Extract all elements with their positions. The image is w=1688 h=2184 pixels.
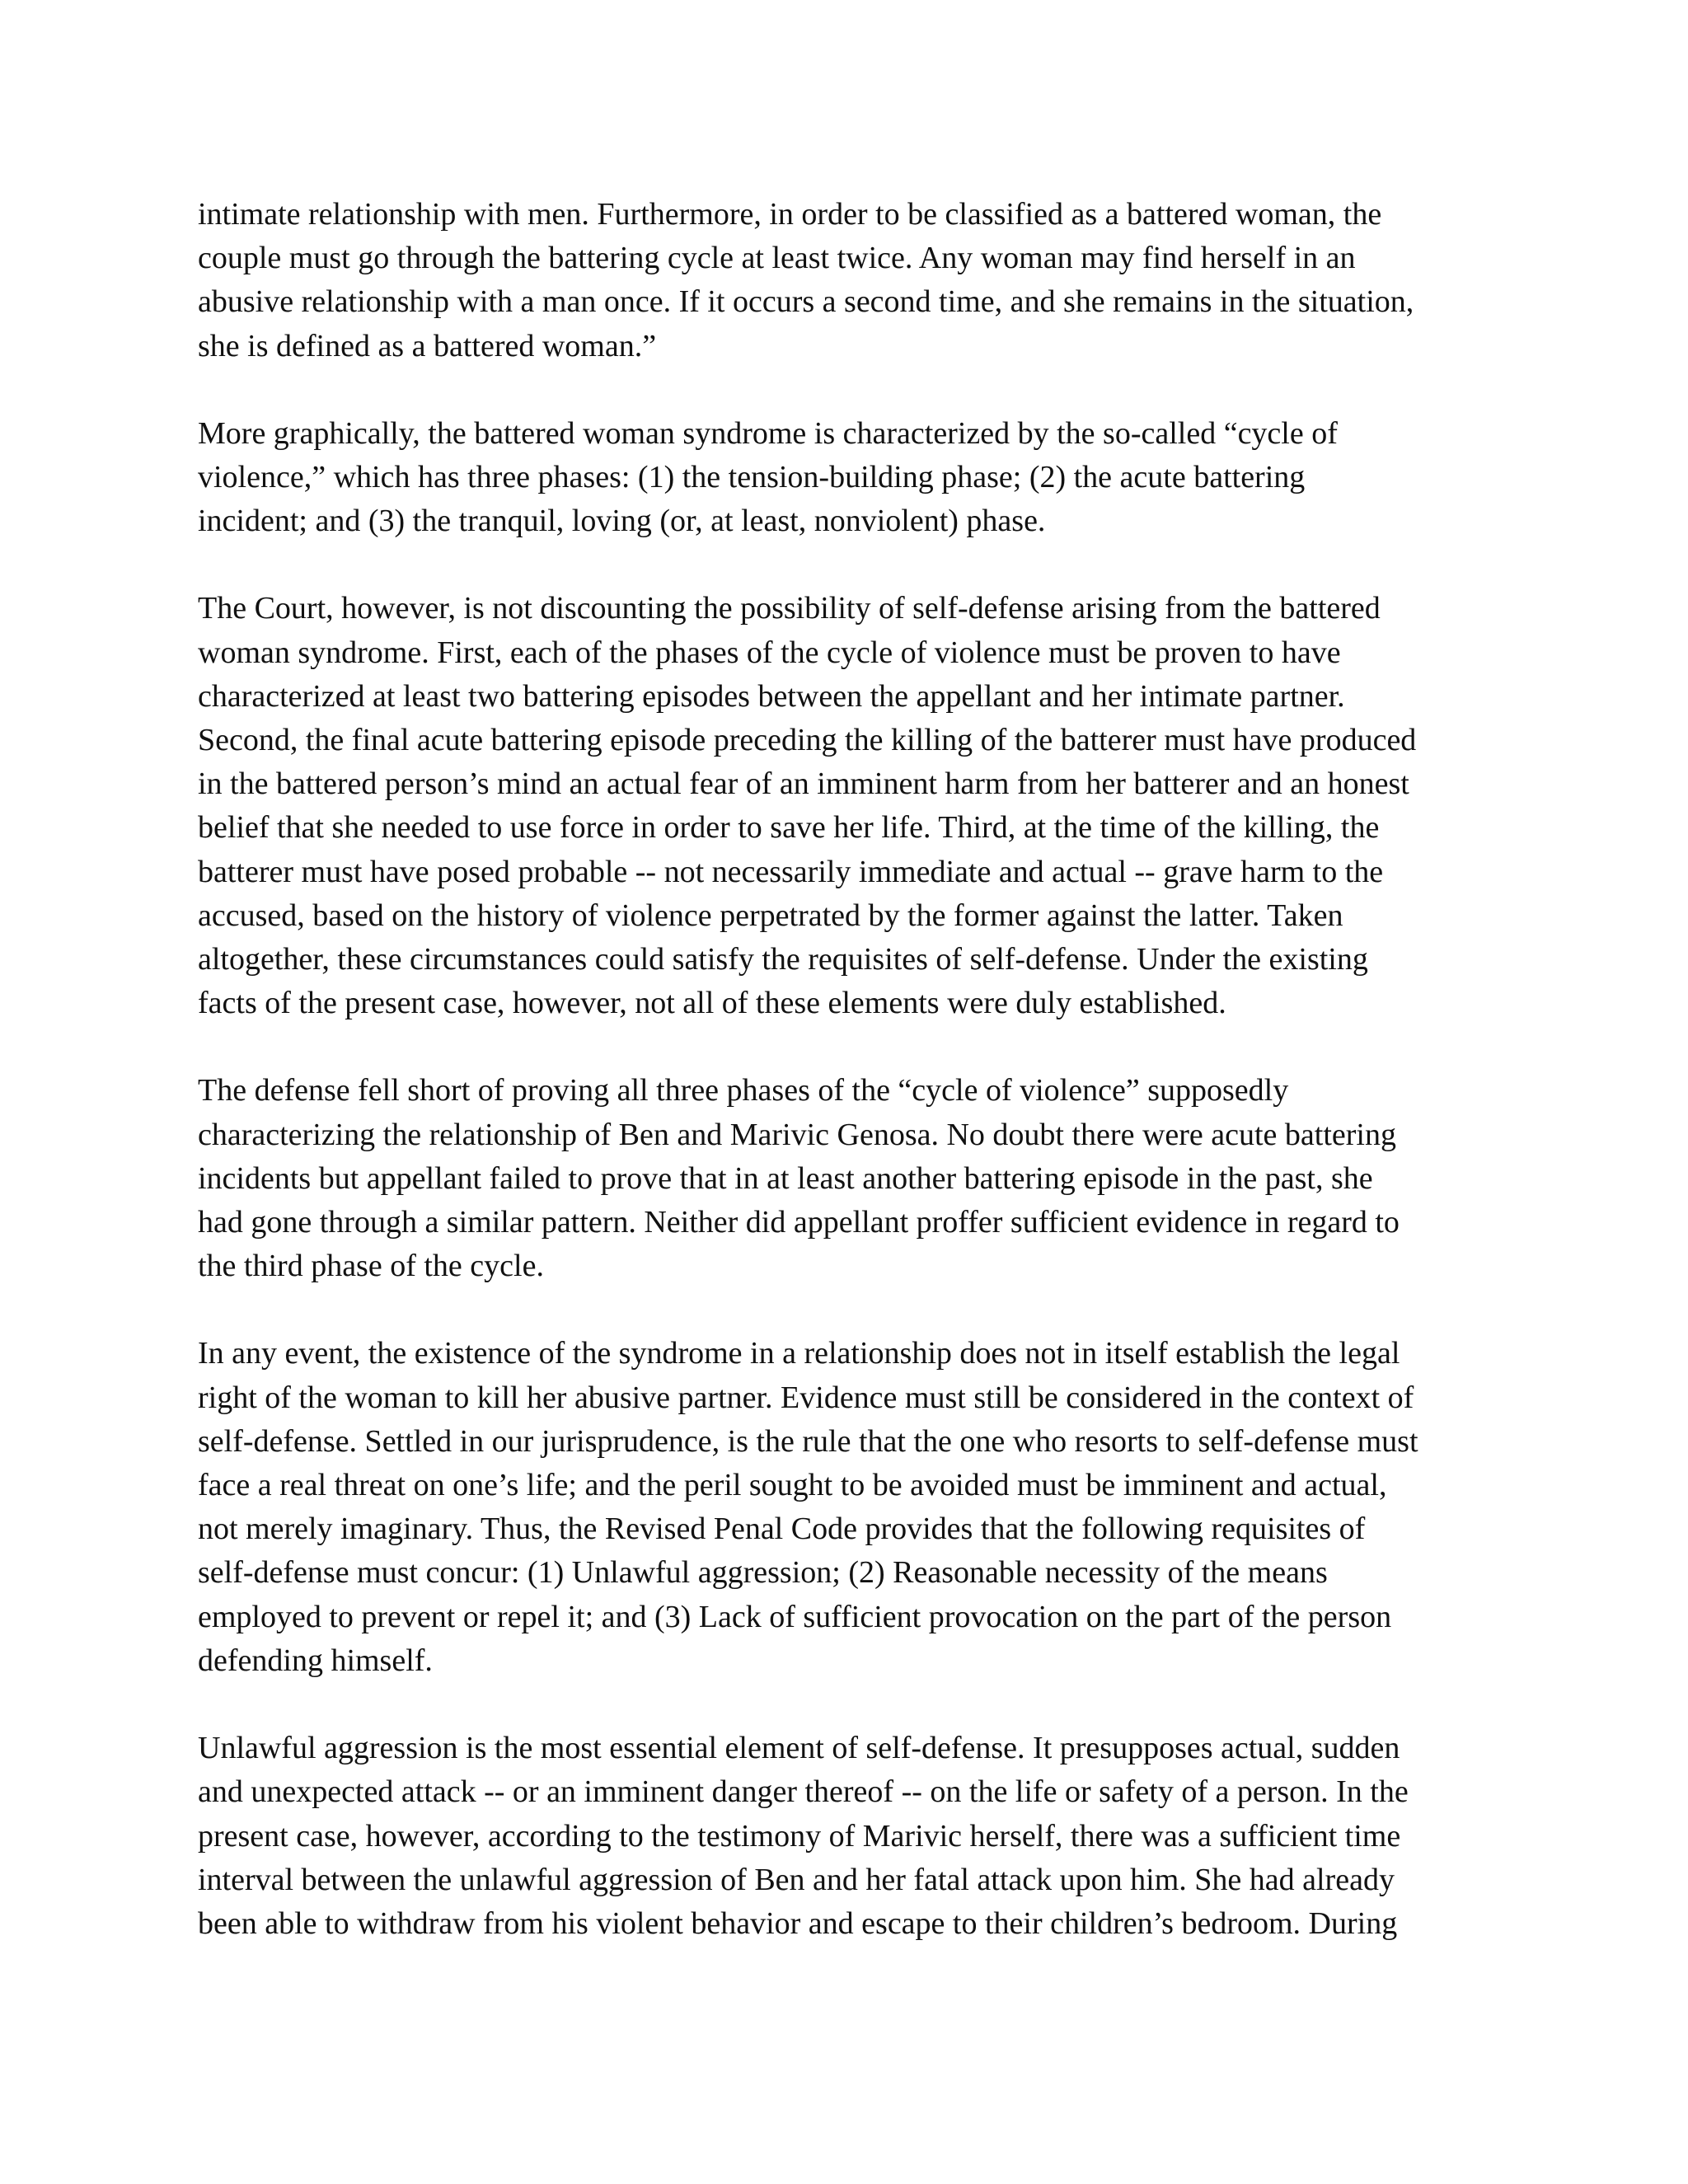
text-line: woman syndrome. First, each of the phases of the cycle of violence must be proven to have — [198, 635, 1341, 670]
paragraph-3 — [198, 587, 1490, 1025]
text-line: More graphically, the battered woman syndrome is characterized by the so-called “cycle of — [198, 415, 1338, 451]
text-line: batterer must have posed probable -- not necessarily immediate and actual -- grave harm to the — [198, 854, 1384, 889]
document-body — [198, 193, 1490, 1946]
text-line: she is defined as a battered woman.” — [198, 328, 657, 363]
text-line: defending himself. — [198, 1643, 433, 1678]
text-line: The Court, however, is not discounting the possibility of self-defense arising from the battered — [198, 591, 1381, 626]
text-line: self-defense must concur: (1) Unlawful aggression; (2) Reasonable necessity of the means — [198, 1555, 1328, 1591]
text-line: abusive relationship with a man once. If it occurs a second time, and she remains in the situation, — [198, 284, 1414, 320]
text-line: belief that she needed to use force in order to save her life. Third, at the time of the killing, the — [198, 810, 1380, 846]
text-line: characterizing the relationship of Ben and Marivic Genosa. No doubt there were acute battering — [198, 1117, 1396, 1152]
text-line: right of the woman to kill her abusive partner. Evidence must still be considered in the context of — [198, 1380, 1414, 1415]
text-line: altogether, these circumstances could satisfy the requisites of self-defense. Under the existing — [198, 942, 1368, 977]
text-line: In any event, the existence of the syndrome in a relationship does not in itself establish the legal — [198, 1336, 1400, 1371]
text-line: intimate relationship with men. Furthermore, in order to be classified as a battered woman, the — [198, 197, 1382, 232]
text-line: Unlawful aggression is the most essential element of self-defense. It presupposes actual, sudden — [198, 1731, 1400, 1766]
paragraph-4 — [198, 1069, 1490, 1288]
text-line: couple must go through the battering cycle at least twice. Any woman may find herself in an — [198, 241, 1356, 276]
text-line: Second, the final acute battering episode preceding the killing of the batterer must have produced — [198, 723, 1417, 758]
text-line: the third phase of the cycle. — [198, 1249, 544, 1284]
text-line: facts of the present case, however, not all of these elements were duly established. — [198, 986, 1226, 1021]
paragraph-2 — [198, 412, 1490, 544]
paragraph-1 — [198, 193, 1490, 368]
text-line: face a real threat on one’s life; and the peril sought to be avoided must be imminent and actual, — [198, 1468, 1387, 1503]
text-line: violence,” which has three phases: (1) the tension-building phase; (2) the acute battering — [198, 460, 1306, 495]
text-line: and unexpected attack -- or an imminent danger thereof -- on the life or safety of a person. In the — [198, 1774, 1409, 1810]
paragraph-6 — [198, 1727, 1490, 1946]
text-line: accused, based on the history of violence perpetrated by the former against the latter. Taken — [198, 898, 1343, 933]
text-line: incidents but appellant failed to prove that in at least another battering episode in the past, she — [198, 1160, 1373, 1196]
text-line: not merely imaginary. Thus, the Revised Penal Code provides that the following requisites of — [198, 1511, 1366, 1547]
text-line: incident; and (3) the tranquil, loving (or, at least, nonviolent) phase. — [198, 504, 1046, 539]
text-line: employed to prevent or repel it; and (3) Lack of sufficient provocation on the part of the person — [198, 1599, 1392, 1634]
paragraph-5 — [198, 1332, 1490, 1683]
text-line: had gone through a similar pattern. Neither did appellant proffer sufficient evidence in regard to — [198, 1205, 1400, 1240]
text-line: present case, however, according to the testimony of Marivic herself, there was a sufficient time — [198, 1818, 1401, 1854]
text-line: characterized at least two battering episodes between the appellant and her intimate partner. — [198, 678, 1345, 714]
text-line: The defense fell short of proving all three phases of the “cycle of violence” supposedly — [198, 1073, 1289, 1108]
text-line: in the battered person’s mind an actual fear of an imminent harm from her batterer and an honest — [198, 766, 1409, 802]
text-line: been able to withdraw from his violent behavior and escape to their children’s bedroom. During — [198, 1905, 1398, 1941]
text-line: interval between the unlawful aggression of Ben and her fatal attack upon him. She had already — [198, 1862, 1395, 1897]
text-line: self-defense. Settled in our jurisprudence, is the rule that the one who resorts to self-defense must — [198, 1423, 1418, 1459]
